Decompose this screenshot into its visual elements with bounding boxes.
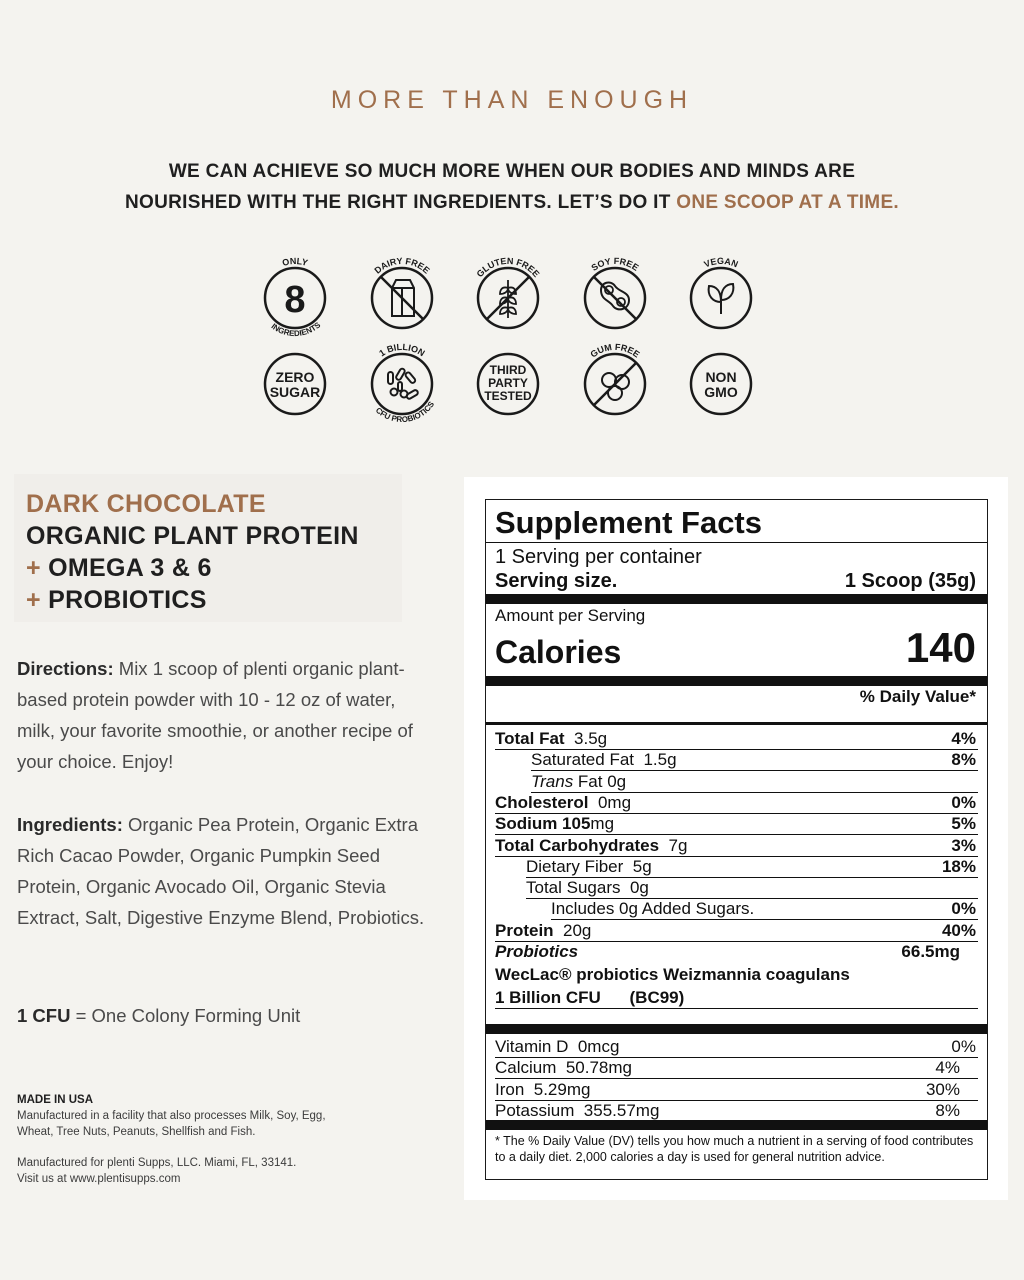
nutrient-label-text: 20g (553, 920, 592, 940)
nutrient-label (531, 772, 626, 791)
nutrient-label (531, 750, 677, 769)
tagline-accent: ONE SCOOP AT A TIME. (676, 192, 899, 213)
dairy-free-icon (354, 250, 450, 346)
plus-sign: + (26, 554, 41, 582)
divider-thick (486, 1024, 987, 1034)
svg-text:GUM FREE (588, 342, 641, 360)
badge-text: GUM FREE (588, 341, 642, 360)
badge-text: THIRD (489, 363, 527, 377)
daily-value-footnote: * The % Daily Value (DV) tells you how much a nutrient in a serving of food contributes to a daily diet. 2,000 calories a day is used for general nutrition advice. (495, 1134, 974, 1164)
badge-text: SOY FREE (589, 255, 641, 273)
nutrient-daily-value: 0% (951, 792, 976, 812)
serving-size-label: Serving size. (495, 570, 618, 592)
nutrient-label (495, 793, 631, 812)
nutrient-row (495, 878, 978, 898)
nutrient-label-bold: Total Carbohydrates (495, 835, 660, 855)
product-line-3-text: PROBIOTICS (48, 586, 207, 614)
gum-free-icon (567, 336, 663, 432)
nutrient-label (495, 729, 607, 748)
soy-free-icon (567, 250, 663, 346)
ingredients (17, 809, 427, 933)
product-flavor: DARK CHOCOLATE (26, 490, 266, 518)
badge-text: INGREDIENTS (269, 320, 323, 339)
nutrient-row (495, 772, 978, 792)
nutrient-row (495, 836, 978, 856)
nutrient-label (495, 836, 687, 855)
made-in-label: MADE IN USA (17, 1094, 94, 1106)
probiotics-row (495, 942, 978, 962)
product-name-box (14, 474, 402, 622)
nutrient-label (526, 878, 649, 897)
vitamin-label: Vitamin D 0mcg (495, 1037, 620, 1056)
nutrient-label (526, 857, 652, 876)
nutrient-label (495, 814, 614, 833)
vitamin-daily-value: 8% (935, 1100, 960, 1120)
section-eyebrow: MORE THAN ENOUGH (330, 86, 694, 114)
product-line-3 (26, 584, 390, 616)
gluten-free-icon (460, 250, 556, 346)
badge-text: TESTED (484, 389, 532, 403)
nutrient-row (495, 750, 978, 770)
nutrient-label (495, 921, 591, 940)
product-line-1: ORGANIC PLANT PROTEIN (26, 522, 359, 550)
nutrient-row (495, 857, 978, 877)
calories-label: Calories (495, 634, 622, 670)
probiotics-cfu-row (495, 988, 978, 1008)
vitamin-label: Calcium 50.78mg (495, 1058, 633, 1078)
badge-text: ZERO (275, 369, 315, 385)
website-line: Visit us at www.plentisupps.com (17, 1173, 181, 1185)
nutrient-label (551, 899, 754, 918)
dv-header-text: % Daily Value* (859, 687, 976, 706)
nutrient-label-text: Fat 0g (573, 771, 627, 791)
serving-size (495, 569, 978, 593)
nutrient-row (495, 793, 978, 813)
eight-ingredients-icon (247, 250, 343, 346)
vitamin-row (495, 1101, 978, 1121)
product-line-2 (26, 552, 390, 584)
vitamin-daily-value: 30% (925, 1079, 960, 1099)
nutrient-daily-value: 40% (941, 920, 976, 940)
divider-medium (486, 722, 987, 725)
nutrient-row (495, 729, 978, 749)
ingredients-label: Ingredients: (17, 814, 123, 835)
vegan-icon (673, 250, 769, 346)
nutrient-daily-value: 4% (951, 729, 976, 748)
divider (495, 1008, 978, 1009)
zero-sugar-icon (247, 336, 343, 432)
badge-text: 1 BILLION (377, 341, 427, 359)
svg-text:ONLY (281, 256, 309, 268)
directions (17, 653, 427, 777)
badge-text: GMO (704, 384, 738, 400)
vitamin-daily-value: 4% (935, 1058, 960, 1078)
third-party-tested-icon (460, 336, 556, 432)
cfu-label: 1 CFU (17, 1005, 71, 1026)
svg-text:DAIRY FREE (372, 256, 431, 276)
badge-number: 8 (284, 279, 306, 321)
nutrient-label-text: 3.5g (564, 729, 608, 748)
nutrient-label-text: Saturated Fat 1.5g (531, 750, 677, 770)
nutrient-label-text: Dietary Fiber 5g (526, 856, 652, 876)
badge-text: GLUTEN FREE (474, 255, 542, 280)
tagline-line-2 (0, 187, 1024, 218)
nutrient-daily-value: 3% (951, 835, 976, 855)
nutrient-label-text: Includes 0g Added Sugars. (551, 899, 755, 919)
non-gmo-icon (673, 336, 769, 432)
divider (486, 542, 987, 543)
manufacturer-line: Manufactured for plenti Supps, LLC. Miami, FL, 33141. (17, 1157, 297, 1169)
nutrient-label-text: 7g (659, 835, 688, 855)
badge-text: SUGAR (269, 384, 321, 400)
vitamin-row (495, 1080, 978, 1100)
tagline (0, 156, 1024, 218)
nutrient-daily-value: 5% (951, 814, 976, 834)
svg-text:1 BILLION (377, 342, 426, 358)
nutrient-row (495, 814, 978, 834)
svg-text:CFU PROBIOTICS (374, 399, 437, 424)
probiotics-value: 66.5mg (901, 942, 960, 961)
nutrient-daily-value: 8% (951, 750, 976, 770)
cfu-definition (17, 1000, 427, 1031)
vitamin-label: Iron 5.29mg (495, 1079, 591, 1099)
directions-text: Mix 1 scoop of plenti organic plant-based protein powder with 10 - 12 oz of water, milk, your favorite smoothie, or another recipe of your choice. Enjoy! (17, 658, 413, 772)
plus-sign: + (26, 586, 41, 614)
nutrient-label-italic: Trans (531, 771, 574, 791)
tagline-line-1: WE CAN ACHIEVE SO MUCH MORE WHEN OUR BODIES AND MINDS ARE (168, 161, 856, 182)
cfu-text: = One Colony Forming Unit (70, 1005, 301, 1026)
servings-per-container: 1 Serving per container (495, 546, 702, 568)
svg-text:SOY FREE (589, 256, 640, 273)
made-in-usa (17, 1092, 357, 1140)
product-line-2-text: OMEGA 3 & 6 (48, 554, 212, 582)
calories-row (495, 624, 978, 672)
nutrient-label-text: 0mg (588, 792, 632, 812)
calories-value: 140 (905, 624, 976, 671)
vitamin-row (495, 1037, 978, 1057)
ingredients-text: Organic Pea Protein, Organic Extra Rich Cacao Powder, Organic Pumpkin Seed Protein, Organic Avocado Oil, Organic Stevia Extract, Salt, Digestive Enzyme Blend, Probiotics. (17, 814, 425, 928)
nutrient-daily-value: 18% (941, 856, 976, 876)
vitamin-daily-value: 0% (951, 1037, 976, 1056)
vitamin-label: Potassium 355.57mg (495, 1100, 660, 1120)
nutrient-row (495, 921, 978, 941)
serving-size-value: 1 Scoop (35g) (844, 570, 976, 592)
vitamin-row (495, 1058, 978, 1078)
nutrient-label-bold: Protein (495, 920, 554, 940)
divider-thick (486, 1120, 987, 1130)
divider-thick (486, 676, 987, 686)
manufacturer-info (17, 1155, 357, 1187)
probiotics-icon (354, 336, 450, 432)
allergen-statement: Manufactured in a facility that also processes Milk, Soy, Egg, Wheat, Tree Nuts, Peanuts, Shellfish and Fish. (17, 1110, 326, 1138)
probiotics-cfu: 1 Billion CFU (495, 988, 601, 1007)
nutrient-label-text: Total Sugars 0g (526, 878, 649, 898)
badge-text: DAIRY FREE (372, 255, 432, 276)
badge-text: VEGAN (702, 255, 740, 270)
badge-text: NON (705, 369, 737, 385)
nutrient-label-bold: Cholesterol (495, 792, 589, 812)
amount-per-serving: Amount per Serving (495, 606, 646, 625)
badge-text: ONLY (281, 255, 309, 268)
supplement-facts-panel (485, 499, 988, 1180)
nutrient-label-bold: Sodium 105 (495, 814, 591, 834)
nutrient-daily-value: 0% (951, 899, 976, 919)
nutrient-label-bold: Total Fat (495, 729, 565, 748)
facts-title: Supplement Facts (495, 505, 762, 540)
divider-thick (486, 594, 987, 604)
probiotics-code: (BC99) (629, 988, 685, 1007)
probiotics-strain: WecLac® probiotics Weizmannia coagulans (495, 965, 850, 984)
nutrient-row (495, 899, 978, 919)
probiotics-label: Probiotics (495, 942, 579, 961)
directions-label: Directions: (17, 658, 114, 679)
badge-text: PARTY (488, 376, 528, 390)
badge-text: CFU PROBIOTICS (373, 399, 437, 425)
tagline-line-2-main: NOURISHED WITH THE RIGHT INGREDIENTS. LET’S DO IT (125, 192, 677, 213)
nutrient-label-text: mg (590, 814, 615, 834)
